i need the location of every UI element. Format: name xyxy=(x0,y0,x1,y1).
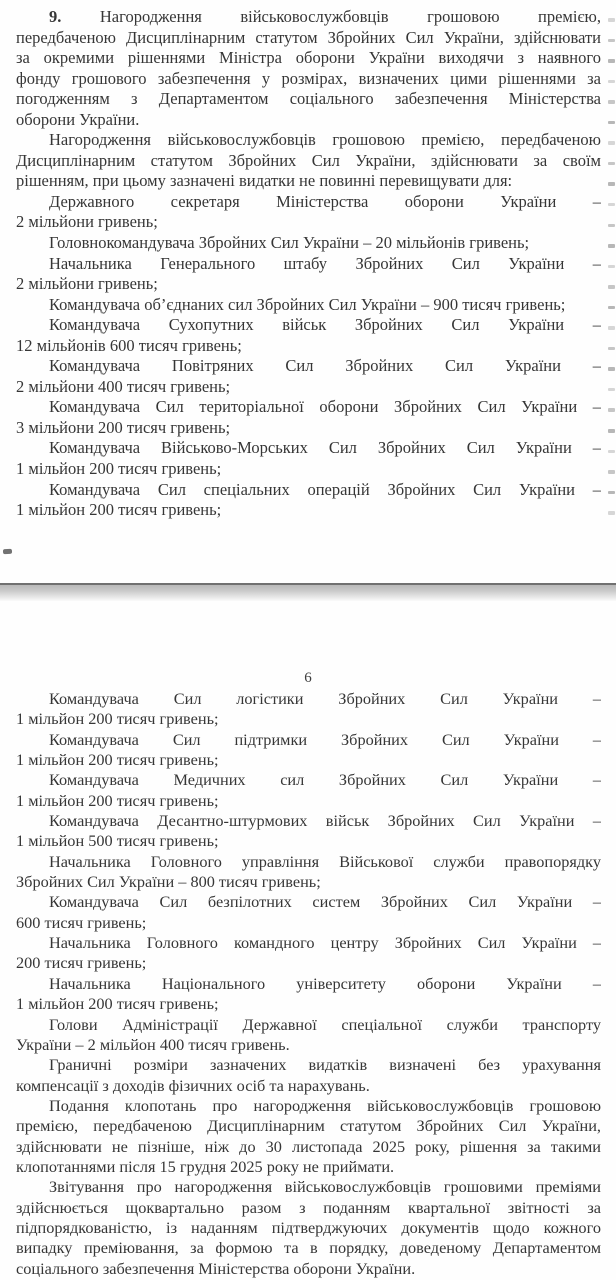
text-line: 1 мільйон 200 тисяч гривень; xyxy=(16,459,222,479)
scan-corner-mark xyxy=(3,549,12,554)
scan-edge-mark xyxy=(608,244,615,248)
text-line: 2 мільйони гривень; xyxy=(16,212,158,232)
scan-edge-mark xyxy=(608,429,615,433)
text-line: Командувача Сил спеціальних операцій Збройних Сил України – xyxy=(49,479,601,499)
page-1-text xyxy=(0,7,616,521)
text-line: Командувача Сил безпілотних систем Збройних Сил України – xyxy=(49,892,601,912)
text-line: випадку преміювання, за формою та в порядку, доведеному Департаментом xyxy=(16,1238,601,1258)
scan-edge-mark xyxy=(608,285,615,289)
text-line: 2 мільйони гривень; xyxy=(16,274,158,294)
text-line: Дисциплінарним статутом Збройних Сил України, здійснювати за своїм xyxy=(16,150,601,170)
text-line: Командувача Повітряних Сил Збройних Сил України – xyxy=(49,356,601,376)
scan-edge-mark xyxy=(608,59,615,63)
text-line: Нагородження військовослужбовців грошовою премією, передбаченою xyxy=(49,130,601,150)
text-line: компенсації з доходів фізичних осіб та нарахувань. xyxy=(16,1075,370,1095)
text-line: 200 тисяч гривень; xyxy=(16,953,147,973)
scan-edge-mark xyxy=(608,265,615,269)
scan-edge-mark xyxy=(608,182,615,186)
text-line: здійснювати не пізніше, ніж до 30 листопада 2025 року, рішення за такими xyxy=(16,1136,601,1156)
scan-edge-mark xyxy=(608,408,615,412)
text-line: Начальника Головного командного центру Збройних Сил України – xyxy=(49,933,601,953)
text-line: 1 мільйон 200 тисяч гривень; xyxy=(16,750,219,770)
text-line: Граничні розміри зазначених видатків визначені без урахування xyxy=(49,1055,601,1075)
text-line: рішенням, при цьому зазначені видатки не повинні перевищувати для: xyxy=(16,171,513,191)
page-number: 6 xyxy=(304,670,312,686)
page-1 xyxy=(0,7,616,521)
page-2 xyxy=(0,668,616,1279)
text-line: оборони України. xyxy=(16,109,140,129)
scan-edge-mark xyxy=(608,470,615,474)
text-line: Начальника Генерального штабу Збройних Сил України – xyxy=(49,253,601,273)
text-line: клопотаннями після 15 грудня 2025 року не приймати. xyxy=(16,1156,395,1176)
text-line: здійснюється щоквартально разом з поданням квартальної звітності за xyxy=(16,1197,601,1217)
text-line: підпорядкованістю, із наданням підтверджуючих документів щодо кожного xyxy=(16,1217,601,1237)
text-line: Начальника Національного університету оборони України – xyxy=(49,973,601,993)
text-line: Державного секретаря Міністерства оборони України – xyxy=(49,191,601,211)
text-line: Подання клопотань про нагородження військовослужбовців грошовою xyxy=(49,1095,601,1115)
scan-edge-mark xyxy=(608,80,615,84)
text-line: Начальника Головного управління Військової служби правопорядку xyxy=(49,851,601,871)
text-line: соціального забезпечення Міністерства оборони України. xyxy=(16,1258,416,1278)
text-line: Командувача Сил підтримки Збройних Сил України – xyxy=(49,729,601,749)
text-line: Звітування про нагородження військовослужбовців грошовими преміями xyxy=(49,1177,601,1197)
page-2-text xyxy=(0,689,616,1279)
text-line: 1 мільйон 200 тисяч гривень; xyxy=(16,994,219,1014)
text-line: премією, передбаченою Дисциплінарним статутом Збройних Сил України, xyxy=(16,1116,601,1136)
text-line: за окремими рішеннями Міністра оборони України виходячи з наявного xyxy=(16,48,601,68)
scan-edge-mark xyxy=(608,18,615,22)
text-line: 12 мільйонів 600 тисяч гривень; xyxy=(16,335,242,355)
scan-edge-mark xyxy=(608,388,615,392)
scan-edge-mark xyxy=(608,162,615,166)
text-line: погодженням з Департаментом соціального забезпечення Міністерства xyxy=(16,89,601,109)
text-line: Командувача Сухопутних військ Збройних Сил України – xyxy=(49,315,601,335)
text-line: 1 мільйон 200 тисяч гривень; xyxy=(16,790,219,810)
text-line: Командувача об’єднаних сил Збройних Сил України – 900 тисяч гривень; xyxy=(49,294,566,314)
text-line: Командувача Десантно-штурмових військ Збройних Сил України – xyxy=(49,811,601,831)
text-line: 3 мільйони 200 тисяч гривень; xyxy=(16,417,231,437)
scan-edge-mark xyxy=(608,141,615,145)
text-line: 1 мільйон 500 тисяч гривень; xyxy=(16,831,219,851)
text-line: Збройних Сил України – 800 тисяч гривень; xyxy=(16,872,321,892)
text-line: фонду грошового забезпечення у розмірах, визначених цими рішеннями за xyxy=(16,68,601,88)
scan-edge-mark xyxy=(608,491,615,495)
scan-edge-mark xyxy=(608,121,615,125)
text-line: Командувача Медичних сил Збройних Сил України – xyxy=(49,770,601,790)
text-line: 9. Нагородження військовослужбовців грошовою премією, xyxy=(49,7,601,26)
text-line: 2 мільйони 400 тисяч гривень; xyxy=(16,376,231,396)
scan-edge-mark xyxy=(608,224,615,228)
scan-edge-mark xyxy=(608,306,615,310)
text-line: Голови Адміністрації Державної спеціальної служби транспорту xyxy=(49,1014,601,1034)
page-divider xyxy=(0,583,616,601)
text-line: 1 мільйон 200 тисяч гривень; xyxy=(16,709,219,729)
scan-edge-mark xyxy=(608,100,615,104)
scan-edge-mark xyxy=(608,347,615,351)
text-line: передбаченою Дисциплінарним статутом Збройних Сил України, здійснювати xyxy=(16,27,601,47)
scan-edge-mark xyxy=(608,450,615,454)
text-line: Командувача Сил логістики Збройних Сил України – xyxy=(49,689,601,708)
item-number: 9. xyxy=(49,7,62,26)
text-line: Командувача Військово-Морських Сил Збройних Сил України – xyxy=(49,438,601,458)
scan-edge-mark xyxy=(608,326,615,330)
scan-edge-mark xyxy=(608,203,615,207)
scan-edge-mark xyxy=(608,367,615,371)
text-line: Головнокомандувача Збройних Сил України – 20 мільйонів гривень; xyxy=(49,233,530,253)
scan-edge-mark xyxy=(608,39,615,43)
scan-edge-mark xyxy=(608,511,615,515)
text-line: Командувача Сил територіальної оборони Збройних Сил України – xyxy=(49,397,601,417)
text-line: 600 тисяч гривень; xyxy=(16,912,147,932)
text-line: України – 2 мільйон 400 тисяч гривень. xyxy=(16,1034,290,1054)
text-line: 1 мільйон 200 тисяч гривень; xyxy=(16,500,222,520)
